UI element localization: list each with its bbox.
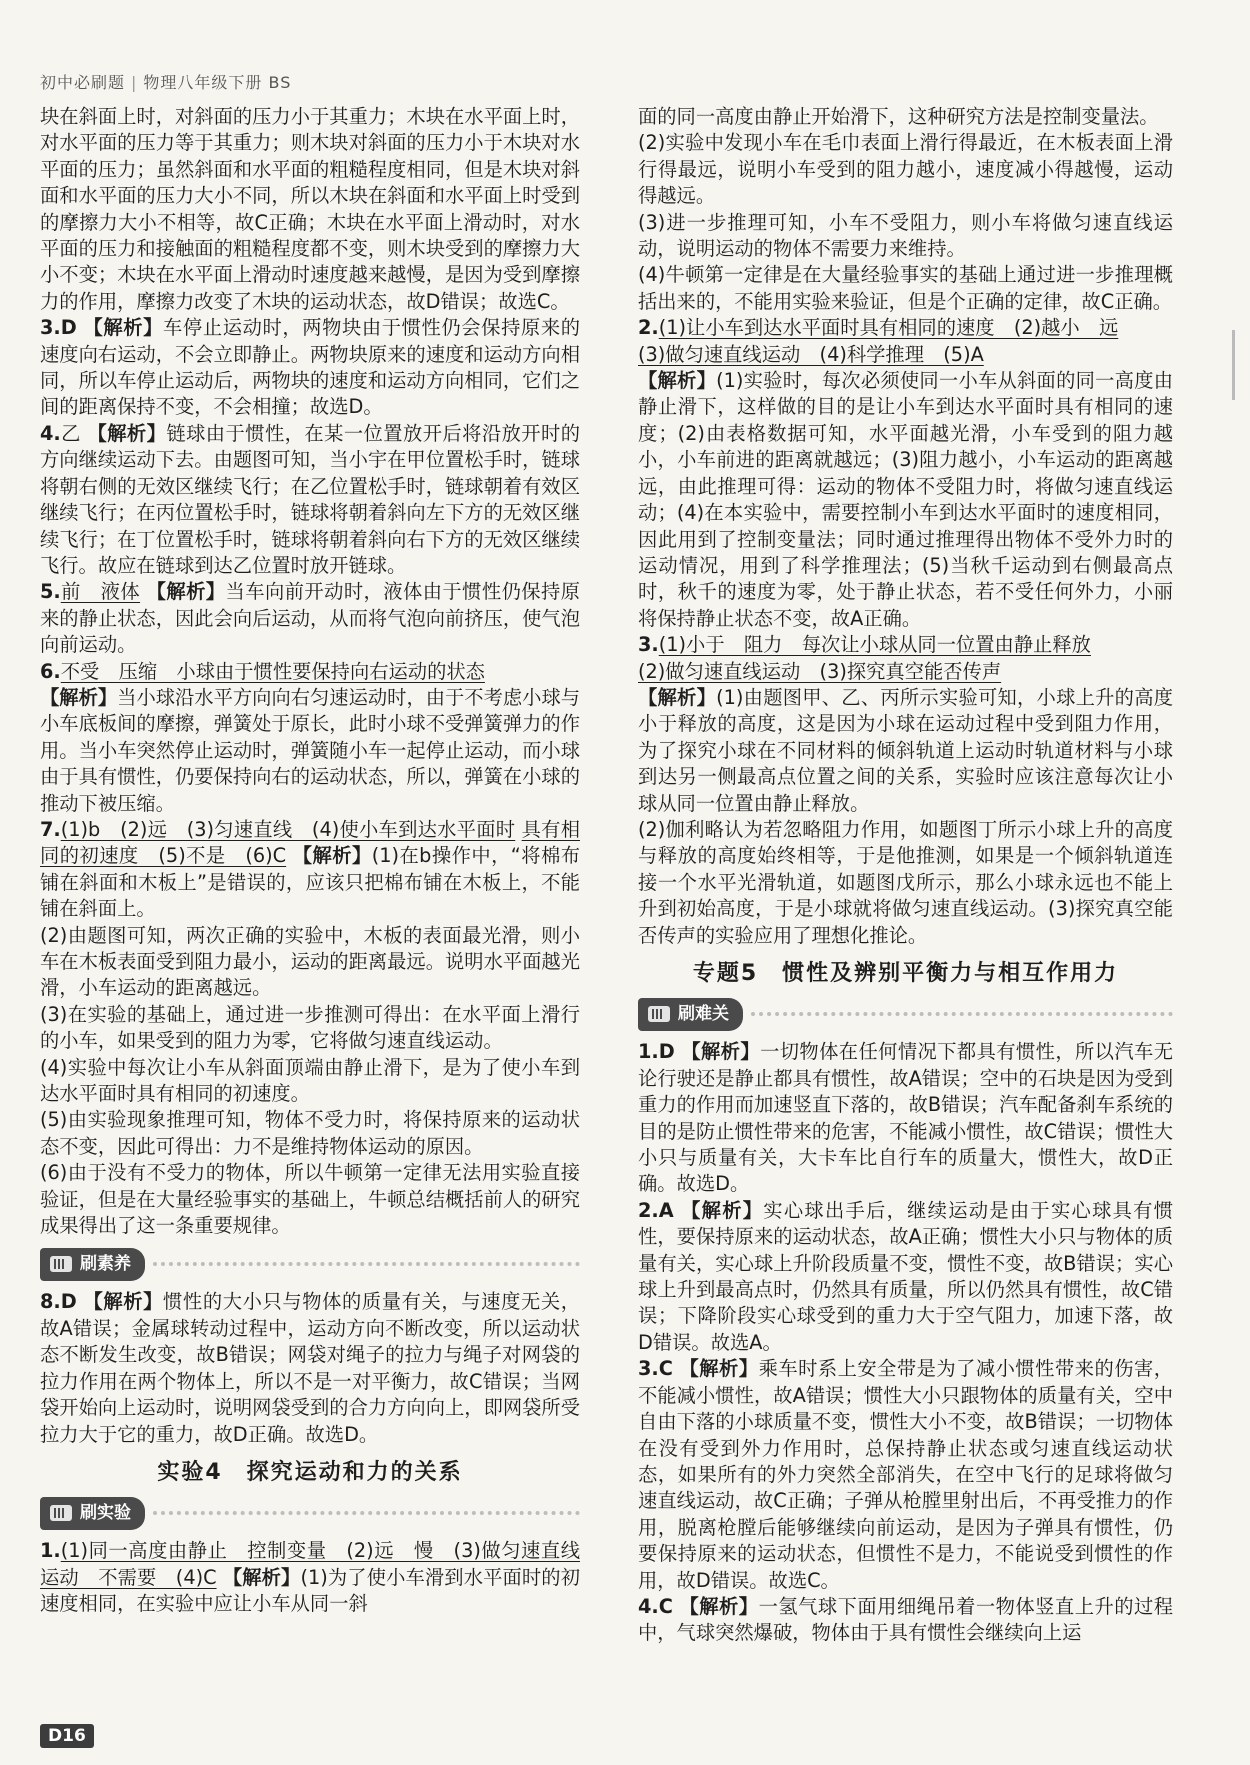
continued-paragraph: 块在斜面上时，对斜面的压力小于其重力；木块在水平面上时，对水平面的压力等于其重力；则木块对斜面的压力小于木块对水平面的压力；虽然斜面和水平面的粗糙程度相同，但是木块对斜面和水平面的压力大小不同，所以木块在斜面和水平面上时受到的摩擦力大小不相等，故C正确；木块在水平面上滑动时，对水平面的压力和接触面的粗糙程度都不变，则木块受到的摩擦力大小不变；木块在水平面上滑动时速度越来越慢，是因为受到摩擦力的作用，摩擦力改变了木块的运动状态，故D错误；故选C。: [40, 105, 580, 313]
exp1-continued-3: (3)进一步推理可知，小车不受阻力，则小车将做匀速直线运动，说明运动的物体不需要力来维持。: [638, 210, 1173, 261]
badge-difficult: 刷难关: [638, 997, 1173, 1031]
header-subject: 物理八年级下册: [143, 73, 263, 92]
running-header: 初中必刷题 | 物理八年级下册 BS: [40, 73, 292, 92]
answer-item-7: 7.(1)b (2)远 (3)匀速直线 (4)使小车到达水平面时 具有相同的初速度 (5)不是 (6)C 【解析】(1)在b操作中，“将棉布铺在斜面和木板上”是错误的，应该只把棉布铺在木板上，不能铺在斜面上。: [40, 817, 581, 921]
section-title-topic-5: 专题5 惯性及辨别平衡力与相互作用力: [692, 961, 1119, 986]
answer-item-topic-4: 4.C 【解析】一氢气球下面用细绳吊着一物体竖直上升的过程中，气球突然爆破，物体由于具有惯性会继续向上运: [638, 1594, 1174, 1645]
answer-item-topic-3: 3.C 【解析】乘车时系上安全带是为了减小惯性带来的伤害，不能减小惯性，故A错误；惯性大小只跟物体的质量有关，空中自由下落的小球质量不变，惯性大小不变，故B错误；一切物体在没有受到外力作用时，总保持静止状态或匀速直线运动状态，如果所有的外力突然全部消失，在空中飞行的足球将做匀速直线运动，故C正确；子弹从枪膛里射出后，不再受推力的作用，脱离枪膛后能够继续向前运动，是因为子弹具有惯性，仍要保持原来的运动状态，但惯性不是力，不能说受到惯性的作用，故D错误。故选C。: [638, 1357, 1174, 1592]
answer-item-exp-1: 1.(1)同一高度由静止 控制变量 (2)远 慢 (3)做匀速直线运动 不需要 (4)C 【解析】(1)为了使小车滑到水平面时的初速度相同，在实验中应让小车从同一斜: [40, 1539, 580, 1616]
answer-item-6: 6.不受 压缩 小球由于惯性要保持向右运动的状态 【解析】当小球沿水平方向向右匀速运动时，由于不考虑小球与小车底板间的摩擦，弹簧处于原长，此时小球不受弹簧弹力的作用。当小车突然停止运动时，弹簧随小车一起停止运动，而小球由于具有惯性，仍要保持向右的运动状态，所以，弹簧在小球的推动下被压缩。: [40, 659, 581, 815]
exp1-continued-4: (4)牛顿第一定律是在大量经验事实的基础上通过进一步推理概括出来的，不能用实验来验证，但是个正确的定律，故C正确。: [638, 263, 1173, 313]
q7-analysis-6: (6)由于没有不受力的物体，所以牛顿第一定律无法用实验直接验证，但是在大量经验事实的基础上，牛顿总结概括前人的研究成果得出了这一条重要规律。: [40, 1161, 580, 1238]
answer-item-5: 5.前 液体 【解析】当车向前开动时，液体由于惯性仍保持原来的静止状态，因此会向后运动，从而将气泡向前挤压，使气泡向前运动。: [40, 580, 581, 657]
header-series: 初中必刷题: [40, 73, 126, 92]
book-icon: [48, 1502, 74, 1524]
header-edition: BS: [268, 73, 292, 92]
exp1-continued-1: 面的同一高度由静止开始滑下，这种研究方法是控制变量法。: [638, 105, 1159, 128]
answer-item-8: 8.D 【解析】惯性的大小只与物体的质量有关，与速度无关，故A错误；金属球转动过程中，运动方向不断改变，所以运动状态不断发生改变，故B错误；网袋对绳子的拉力与绳子对网袋的拉力作用在两个物体上，所以不是一对平衡力，故C错误；当网袋开始向上运动时，说明网袋受到的合力方向向上，即网袋所受拉力大于它的重力，故D正确。故选D。: [40, 1290, 581, 1446]
q7-analysis-2: (2)由题图可知，两次正确的实验中，木板的表面最光滑，则小车在木板表面受到阻力最小，运动的距离最远。说明水平面越光滑，小车运动的距离越远。: [40, 923, 580, 1000]
q7-analysis-3: (3)在实验的基础上，通过进一步推测可得出：在水平面上滑行的小车，如果受到的阻力为零，它将做匀速直线运动。: [40, 1002, 580, 1053]
book-icon: [48, 1253, 74, 1275]
exp3-analysis-2: (2)伽利略认为若忽略阻力作用，如题图丁所示小球上升的高度与释放的高度始终相等，于是他推测，如果是一个倾斜轨道连接一个水平光滑轨道，如题图戊所示，那么小球永远也不能上升到初始高度，于是小球就将做匀速直线运动。(3)探究真空能否传声的实验应用了理想化推论。: [638, 817, 1173, 947]
answer-item-exp-2: 2.(1)让小车到达水平面时具有相同的速度 (2)越小 远 (3)做匀速直线运动 (4)科学推理 (5)A 【解析】(1)实验时，每次必须使同一小车从斜面的同一高度由静止滑下，这样做的目的是让小车到达水平面时具有相同的速度；(2)由表格数据可知，水平面越光滑，小车受到的阻力越小，小车前进的距离就越远；(3)阻力越小，小车运动的距离越远，由此推理可得：运动的物体不受阻力时，将做匀速直线运动；(4)在本实验中，需要控制小车到达水平面时的速度相同，因此用到了控制变量法；同时通过推理得出物体不受外力时的运动情况，用到了科学推理法；(5)当秋千运动到右侧最高点时，秋千的速度为零，处于静止状态，若不受任何外力，小丽将保持静止状态不变，故A正确。: [638, 316, 1174, 630]
exp1-continued-2: (2)实验中发现小车在毛巾表面上滑行得最近，在木板表面上滑行得最远，说明小车受到的阻力越小，速度减小得越慢，运动得越远。: [638, 131, 1173, 208]
answer-item-exp-3: 3.(1)小于 阻力 每次让小球从同一位置由静止释放 (2)做匀速直线运动 (3)探究真空能否传声 【解析】(1)由题图甲、乙、丙所示实验可知，小球上升的高度小于释放的高度，这是因为小球在运动过程中受到阻力作用，为了探究小球在不同材料的倾斜轨道上运动时轨道材料与小球到达另一侧最高点位置之间的关系，实验时应该注意每次让小球从同一位置由静止释放。: [638, 633, 1174, 815]
page-number: D16: [40, 1724, 94, 1748]
edge-mark: [1232, 330, 1235, 400]
answer-item-3: 3.D 【解析】车停止运动时，两物块由于惯性仍会保持原来的速度向右运动，不会立即静止。两物块原来的速度和运动方向相同，所以车停止运动后，两物块的速度和运动方向相同，它们之间的距离保持不变，不会相撞；故选D。: [40, 316, 581, 419]
q7-analysis-5: (5)由实验现象推理可知，物体不受力时，将保持原来的运动状态不变，因此可得出：力不是维持物体运动的原因。: [40, 1108, 580, 1158]
answer-item-topic-1: 1.D 【解析】一切物体在任何情况下都具有惯性，所以汽车无论行驶还是静止都具有惯性，故A错误；空中的石块是因为受到重力的作用而加速竖直下落的，故B错误；汽车配备刹车系统的目的是防止惯性带来的危害，不能减小惯性，故C错误；惯性大小只与质量有关，大卡车比自行车的质量大，惯性大，故D正确。故选D。: [638, 1040, 1174, 1196]
section-title-experiment-4: 实验4 探究运动和力的关系: [157, 1459, 463, 1485]
book-icon: [646, 1003, 672, 1025]
answer-item-topic-2: 2.A 【解析】实心球出手后，继续运动是由于实心球具有惯性，要保持原来的运动状态，故A正确；惯性大小只与物体的质量有关，实心球上升阶段质量不变，惯性不变，故B错误；实心球上升到最高点时，仍然具有质量，所以仍然具有惯性，故C错误；下降阶段实心球受到的重力大于空气阻力，加速下落，故D错误。故选A。: [638, 1198, 1174, 1354]
left-column: [40, 104, 580, 1618]
badge-literacy: 刷素养: [40, 1247, 580, 1281]
right-column: [638, 104, 1173, 1647]
answer-item-4: 4.乙 【解析】链球由于惯性，在某一位置放开后将沿放开时的方向继续运动下去。由题图可知，当小宇在甲位置松手时，链球将朝右侧的无效区继续飞行；在乙位置松手时，链球朝着有效区继续飞行；在丙位置松手时，链球将朝着斜向左下方的无效区继续飞行；在丁位置松手时，链球将朝着斜向右下方的无效区继续飞行。故应在链球到达乙位置时放开链球。: [40, 421, 581, 577]
q7-analysis-4: (4)实验中每次让小车从斜面顶端由静止滑下，是为了使小车到达水平面时具有相同的初速度。: [40, 1055, 580, 1106]
badge-experiment: 刷实验: [40, 1496, 580, 1530]
